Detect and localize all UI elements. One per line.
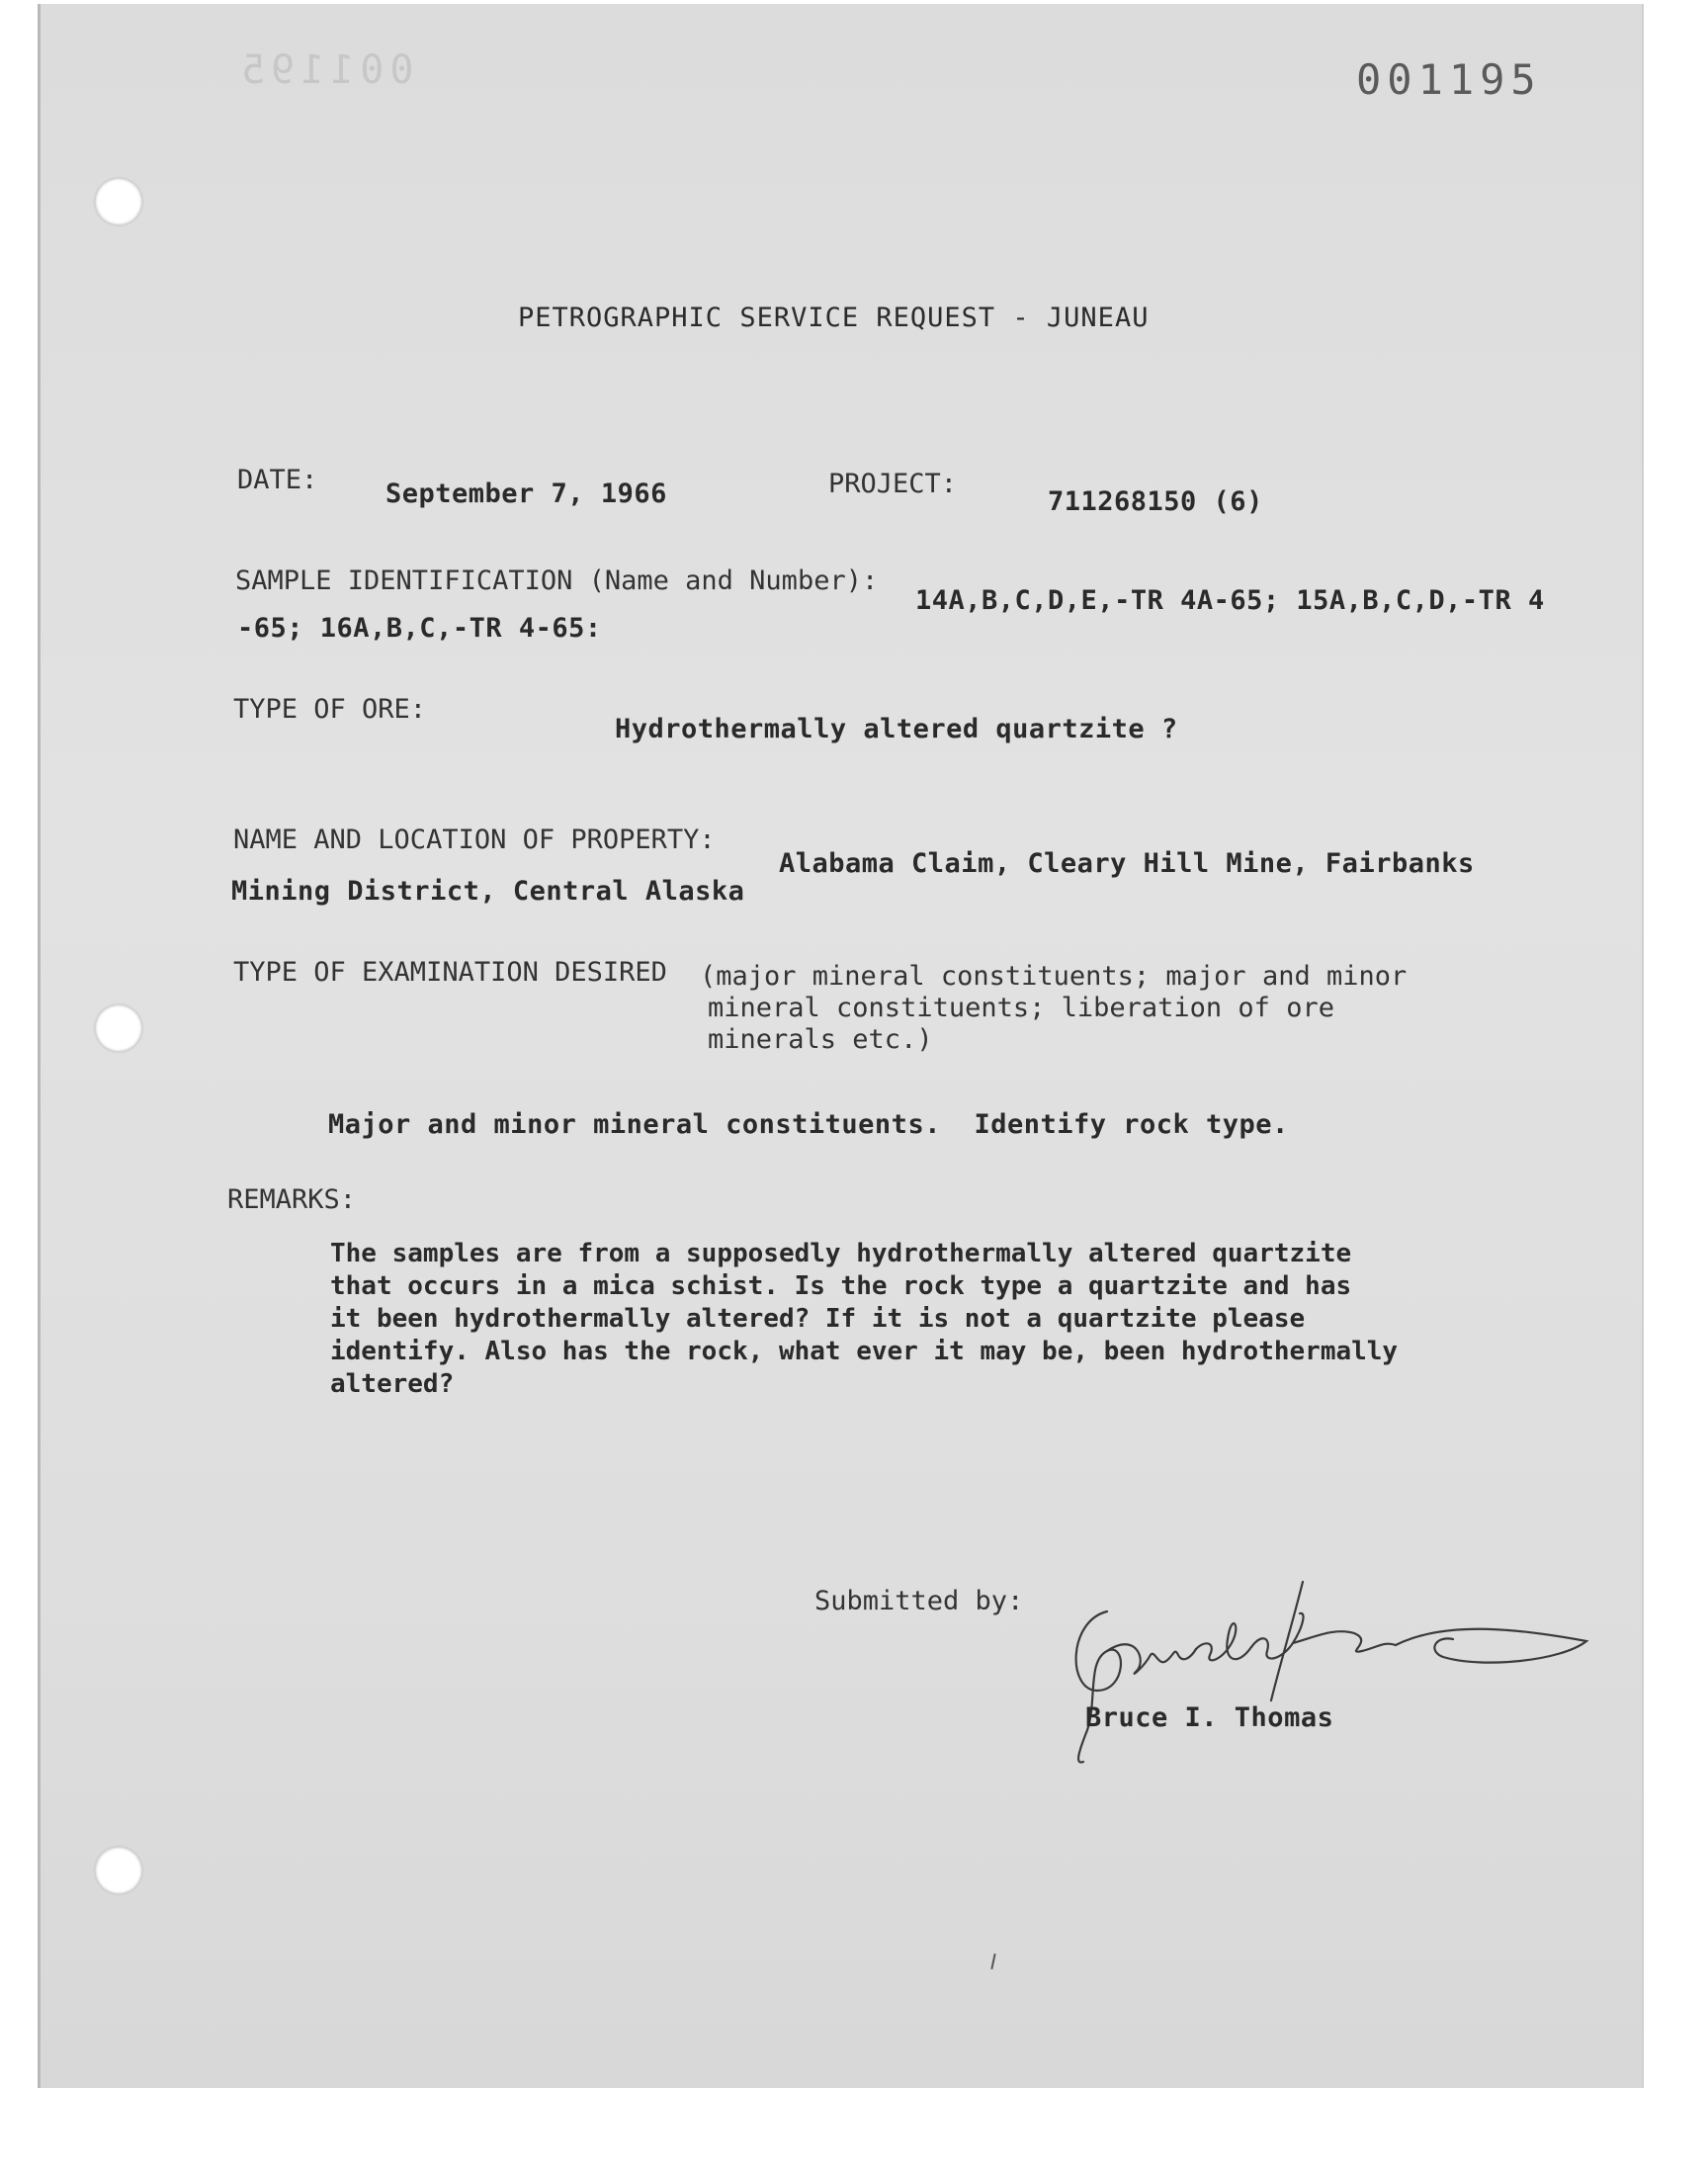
bleed-through-number: 001195 xyxy=(235,47,414,93)
examination-label: TYPE OF EXAMINATION DESIRED xyxy=(233,957,667,988)
remarks-line: identify. Also has the rock, what ever it may be, been hydrothermally xyxy=(330,1337,1399,1366)
sample-id-value-line2: -65; 16A,B,C,-TR 4-65: xyxy=(237,613,602,644)
remarks-line: altered? xyxy=(330,1369,455,1399)
remarks-text xyxy=(330,1238,1516,1401)
punch-hole-middle xyxy=(95,1004,142,1052)
date-label: DATE: xyxy=(237,465,318,495)
examination-hint-line1: (major mineral constituents; major and minor xyxy=(700,961,1408,992)
property-value-line1: Alabama Claim, Cleary Hill Mine, Fairbanks xyxy=(779,848,1475,879)
signature xyxy=(1048,1552,1601,1780)
remarks-line: it been hydrothermally altered? If it is not a quartzite please xyxy=(330,1304,1306,1334)
document-title: PETROGRAPHIC SERVICE REQUEST - JUNEAU xyxy=(518,303,1150,333)
sample-id-label: SAMPLE IDENTIFICATION (Name and Number): xyxy=(235,566,879,596)
submitted-by-label: Submitted by: xyxy=(814,1586,1024,1616)
examination-hint-line2: mineral constituents; liberation of ore xyxy=(708,993,1334,1023)
project-value: 711268150 (6) xyxy=(1048,486,1263,517)
date-value: September 7, 1966 xyxy=(385,478,667,509)
sample-id-value-line1: 14A,B,C,D,E,-TR 4A-65; 15A,B,C,D,-TR 4 xyxy=(915,585,1545,616)
punch-hole-top xyxy=(95,178,142,225)
project-label: PROJECT: xyxy=(828,469,958,499)
document-number: 001195 xyxy=(1356,55,1542,104)
signer-name: Bruce I. Thomas xyxy=(1085,1702,1334,1733)
property-value-line2: Mining District, Central Alaska xyxy=(231,876,745,907)
type-of-ore-value: Hydrothermally altered quartzite ? xyxy=(615,714,1178,744)
remarks-line: The samples are from a supposedly hydrothermally altered quartzite xyxy=(330,1239,1352,1268)
type-of-ore-label: TYPE OF ORE: xyxy=(233,694,427,725)
remarks-line: that occurs in a mica schist. Is the rock type a quartzite and has xyxy=(330,1271,1352,1301)
property-label: NAME AND LOCATION OF PROPERTY: xyxy=(233,825,716,855)
remarks-label: REMARKS: xyxy=(227,1184,357,1215)
examination-hint-line3: minerals etc.) xyxy=(708,1024,933,1055)
examination-value: Major and minor mineral constituents. Identify rock type. xyxy=(328,1109,1289,1140)
punch-hole-bottom xyxy=(95,1847,142,1894)
